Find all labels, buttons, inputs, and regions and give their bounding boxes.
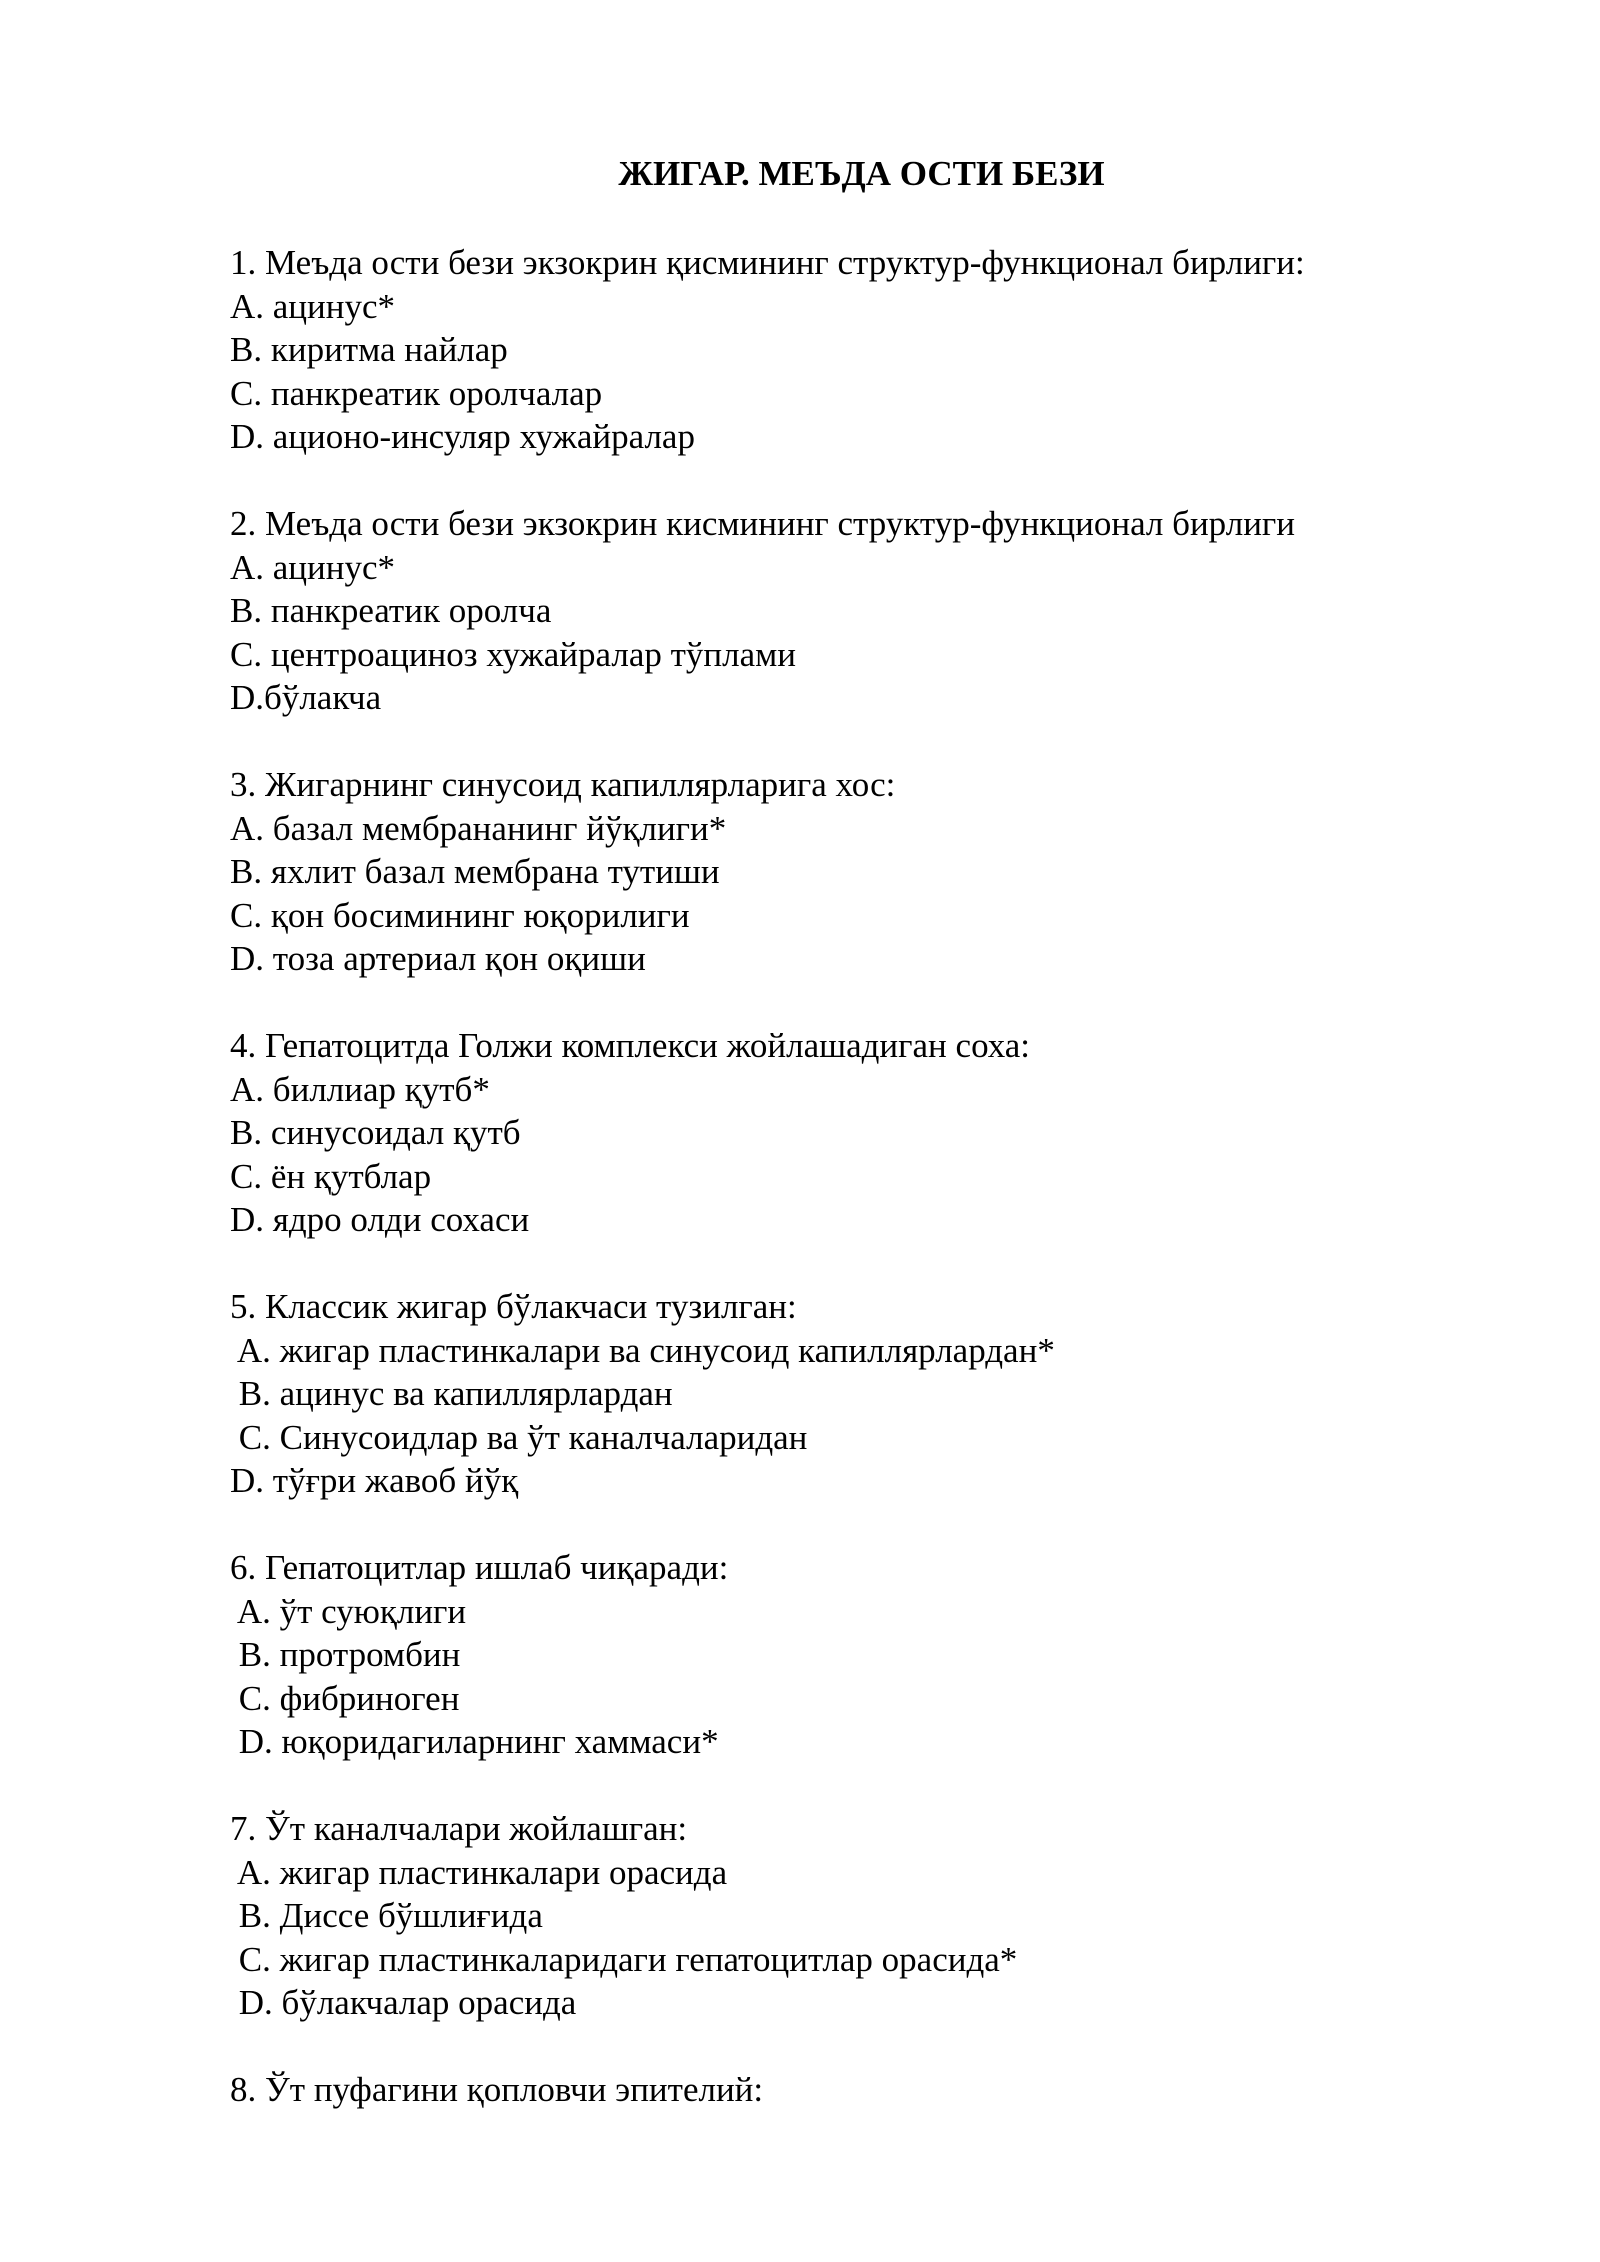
question-text: 6. Гепатоцитлар ишлаб чиқаради: bbox=[230, 1548, 729, 1587]
question-5 bbox=[230, 1285, 1480, 1503]
answer-option: B. синусоидал қутб bbox=[230, 1113, 521, 1152]
question-4 bbox=[230, 1024, 1480, 1242]
answer-option: D. ационо-инсуляр хужайралар bbox=[230, 417, 695, 456]
question-list bbox=[230, 241, 1480, 2155]
question-text: 4. Гепатоцитда Голжи комплекси жойлашадиган соха: bbox=[230, 1026, 1030, 1065]
question-text: 8. Ўт пуфагини қопловчи эпителий: bbox=[230, 2070, 764, 2109]
answer-option: B. яхлит базал мембрана тутиши bbox=[230, 852, 720, 891]
answer-option: B. протромбин bbox=[230, 1635, 461, 1674]
answer-option: B. ацинус ва капиллярлардан bbox=[230, 1374, 673, 1413]
answer-option: A. ўт суюқлиги bbox=[230, 1591, 467, 1631]
answer-option: A. жигар пластинкалари орасида bbox=[230, 1852, 728, 1892]
question-text: 1. Меъда ости бези экзокрин қисмининг структур-функционал бирлиги: bbox=[230, 243, 1305, 282]
answer-option: A. базал мембрананинг йўқлиги* bbox=[230, 808, 727, 848]
question-text: 7. Ўт каналчалари жойлашган: bbox=[230, 1809, 688, 1848]
question-1 bbox=[230, 241, 1480, 459]
question-8 bbox=[230, 2068, 1480, 2112]
question-text: 5. Классик жигар бўлакчаси тузилган: bbox=[230, 1287, 797, 1326]
answer-option: D. ядро олди сохаси bbox=[230, 1200, 530, 1239]
answer-option: C. панкреатик оролчалар bbox=[230, 373, 603, 413]
answer-option: D. бўлакчалар орасида bbox=[230, 1983, 577, 2022]
answer-option: A. ацинус* bbox=[230, 286, 396, 326]
answer-option: D. тўғри жавоб йўқ bbox=[230, 1461, 519, 1500]
answer-option: A. жигар пластинкалари ва синусоид капиллярлардан* bbox=[230, 1330, 1055, 1370]
answer-option: B. панкреатик оролча bbox=[230, 591, 552, 630]
answer-option: A. биллиар қутб* bbox=[230, 1069, 490, 1109]
answer-option: D.бўлакча bbox=[230, 678, 382, 717]
answer-option: C. ён қутблар bbox=[230, 1156, 432, 1196]
answer-option: C. жигар пластинкаларидаги гепатоцитлар орасида* bbox=[230, 1939, 1018, 1979]
question-2 bbox=[230, 502, 1480, 720]
question-6 bbox=[230, 1546, 1480, 1764]
answer-option: A. ацинус* bbox=[230, 547, 396, 587]
answer-option: C. фибриноген bbox=[230, 1678, 460, 1718]
document-title: ЖИГАР. МЕЪДА ОСТИ БЕЗИ bbox=[618, 154, 1105, 193]
question-text: 3. Жигарнинг синусоид капиллярларига хос: bbox=[230, 765, 896, 804]
question-7 bbox=[230, 1807, 1480, 2025]
answer-option: C. қон босимининг юқорилиги bbox=[230, 895, 690, 935]
answer-option: C. Синусоидлар ва ўт каналчаларидан bbox=[230, 1417, 808, 1457]
question-text: 2. Меъда ости бези экзокрин кисмининг структур-функционал бирлиги bbox=[230, 504, 1296, 543]
answer-option: D. юқоридагиларнинг хаммаси* bbox=[230, 1722, 719, 1761]
answer-option: D. тоза артериал қон оқиши bbox=[230, 939, 646, 978]
answer-option: C. центроациноз хужайралар тўплами bbox=[230, 634, 797, 674]
question-3 bbox=[230, 763, 1480, 981]
answer-option: B. Диссе бўшлиғида bbox=[230, 1896, 543, 1935]
answer-option: B. киритма найлар bbox=[230, 330, 508, 369]
